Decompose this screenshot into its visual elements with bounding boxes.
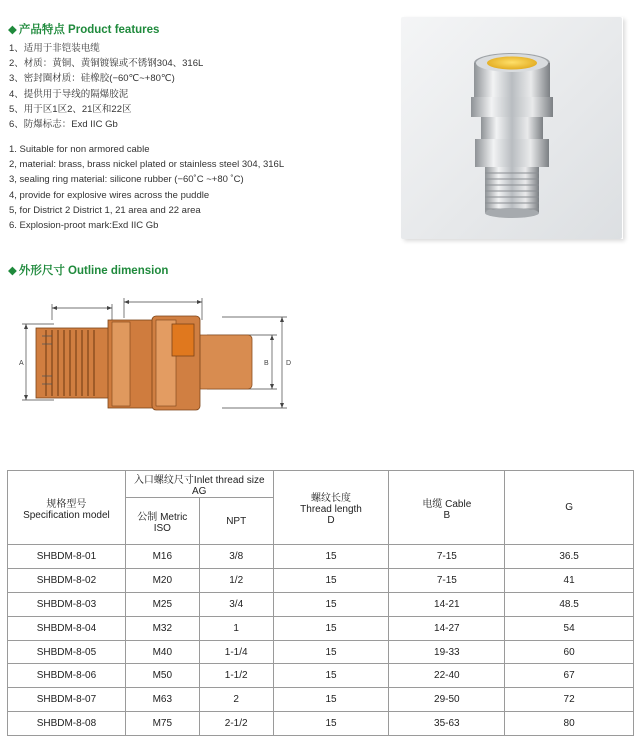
outline-dimension-drawing <box>12 290 302 430</box>
table-cell: 1 <box>199 616 273 640</box>
list-item: 5, for District 2 District 1, 21 area and 22 area <box>9 204 201 216</box>
table-row <box>8 688 634 712</box>
table-cell: 2-1/2 <box>199 712 273 736</box>
table-cell: SHBDM-8-01 <box>8 545 126 569</box>
table-cell: 14-27 <box>389 616 505 640</box>
diamond-icon: ◆ <box>8 265 17 277</box>
table-row <box>8 545 634 569</box>
table-row <box>8 616 634 640</box>
table-cell: M50 <box>125 664 199 688</box>
header-thread-length: 螺纹长度 Thread length D <box>273 471 389 545</box>
table-cell: 3/4 <box>199 592 273 616</box>
dimension-label-d: D <box>286 360 292 367</box>
table-cell: SHBDM-8-05 <box>8 640 126 664</box>
list-item: 4、提供用于导线的隔爆胶泥 <box>9 88 129 100</box>
table-cell: 7-15 <box>389 545 505 569</box>
list-item: 1. Suitable for non armored cable <box>9 144 150 155</box>
list-item: 1、适用于非铠装电缆 <box>9 43 100 54</box>
diamond-icon: ◆ <box>8 24 17 36</box>
table-cell: 1/2 <box>199 568 273 592</box>
table-cell: 48.5 <box>505 592 634 616</box>
table-cell: 15 <box>273 640 389 664</box>
table-cell: 15 <box>273 688 389 712</box>
table-row <box>8 592 634 616</box>
table-cell: 36.5 <box>505 545 634 569</box>
table-cell: M25 <box>125 592 199 616</box>
table-cell: 2 <box>199 688 273 712</box>
table-row <box>8 568 634 592</box>
header-inlet: 入口螺纹尺寸Inlet thread size AG <box>125 471 273 498</box>
table-cell: SHBDM-8-07 <box>8 688 126 712</box>
table-cell: 7-15 <box>389 568 505 592</box>
list-item: 3、密封圈材质：硅橡胶(−60℃~+80℃) <box>9 73 175 85</box>
features-title: ◆ 产品特点 Product features <box>8 24 160 36</box>
specification-table <box>7 470 634 736</box>
table-cell: 22-40 <box>389 664 505 688</box>
table-cell: M20 <box>125 568 199 592</box>
table-cell: 41 <box>505 568 634 592</box>
table-cell: 15 <box>273 712 389 736</box>
table-cell: M75 <box>125 712 199 736</box>
table-cell: 1-1/4 <box>199 640 273 664</box>
table-cell: 35-63 <box>389 712 505 736</box>
header-npt: NPT <box>199 498 273 545</box>
list-item: 2、材质：黄铜、黄铜镀镍或不锈钢304、316L <box>9 58 204 70</box>
list-item: 5、用于区1区2、21区和22区 <box>9 103 132 115</box>
table-row <box>8 712 634 736</box>
features-cn-list <box>9 41 203 132</box>
table-cell: 29-50 <box>389 688 505 712</box>
header-cable: 电缆 Cable B <box>389 471 505 545</box>
table-row <box>8 664 634 688</box>
table-cell: 67 <box>505 664 634 688</box>
header-g: G <box>505 471 634 545</box>
table-cell: 14-21 <box>389 592 505 616</box>
table-cell: M16 <box>125 545 199 569</box>
table-cell: 15 <box>273 664 389 688</box>
table-cell: 80 <box>505 712 634 736</box>
list-item: 6. Explosion-proot mark:Exd IIC Gb <box>9 220 159 232</box>
table-row <box>8 640 634 664</box>
table-cell: M32 <box>125 616 199 640</box>
table-cell: SHBDM-8-08 <box>8 712 126 736</box>
table-cell: M40 <box>125 640 199 664</box>
list-item: 4, provide for explosive wires across the puddle <box>9 189 210 201</box>
table-cell: 19-33 <box>389 640 505 664</box>
table-cell: M63 <box>125 688 199 712</box>
table-cell: 60 <box>505 640 634 664</box>
list-item: 6、防爆标志：Exd IIC Gb <box>9 119 118 131</box>
table-cell: 1-1/2 <box>199 664 273 688</box>
dimension-title: ◆ 外形尺寸 Outline dimension <box>8 265 169 277</box>
table-cell: 3/8 <box>199 545 273 569</box>
table-cell: 54 <box>505 616 634 640</box>
table-cell: 72 <box>505 688 634 712</box>
list-item: 3, sealing ring material: silicone rubber (−60˚C ~+80 ˚C) <box>9 174 244 186</box>
table-cell: SHBDM-8-03 <box>8 592 126 616</box>
list-item: 2, material: brass, brass nickel plated or stainless steel 304, 316L <box>9 159 285 171</box>
header-model: 规格型号 Specification model <box>8 471 126 545</box>
table-cell: SHBDM-8-04 <box>8 616 126 640</box>
features-en-list <box>9 142 284 233</box>
header-metric: 公制 Metric ISO <box>125 498 199 545</box>
dimension-label-a: A <box>19 360 24 367</box>
table-cell: 15 <box>273 616 389 640</box>
cable-gland-image <box>401 17 622 239</box>
dimension-label-b: B <box>264 360 269 367</box>
product-photo <box>401 17 622 239</box>
table-cell: 15 <box>273 545 389 569</box>
table-cell: SHBDM-8-06 <box>8 664 126 688</box>
table-cell: SHBDM-8-02 <box>8 568 126 592</box>
table-cell: 15 <box>273 568 389 592</box>
table-cell: 15 <box>273 592 389 616</box>
